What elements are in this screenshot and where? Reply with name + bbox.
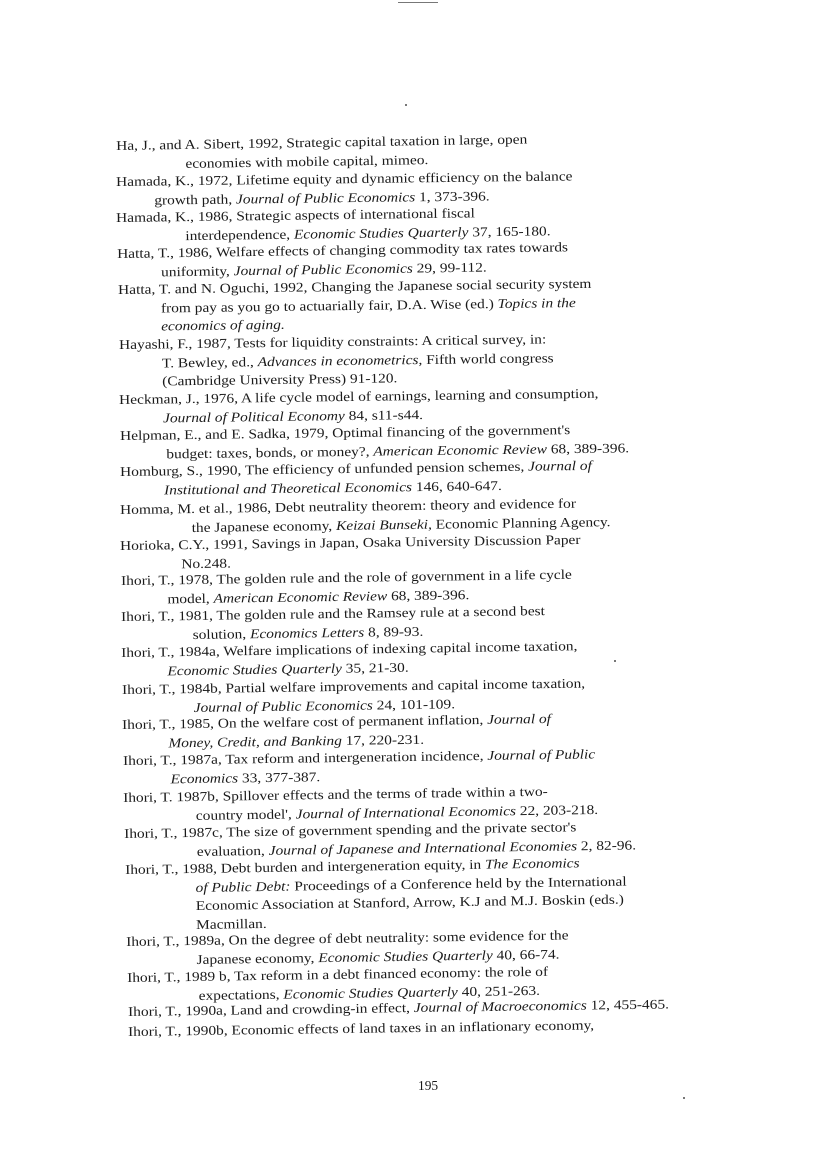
reference-text: 146, 640-647. — [411, 477, 502, 494]
reference-italic-title: Economic Studies Quarterly — [167, 660, 342, 678]
reference-text: 17, 220-231. — [341, 731, 425, 748]
reference-text: Ihori, T., 1987c, The size of government spending and the private sector's — [124, 819, 577, 841]
reference-text: Hamada, K., 1986, Strategic aspects of international fiscal — [116, 205, 475, 225]
reference-italic-title: Keizai Bunseki, — [335, 516, 432, 533]
reference-text: Proceedings of a Conference held by the International — [290, 873, 627, 894]
reference-text: Ihori, T., 1978, The golden rule and the role of government in a life cycle — [121, 566, 572, 588]
reference-text: 29, 99-112. — [412, 259, 487, 276]
reference-text: Hamada, K., 1972, Lifetime equity and dynamic efficiency on the balance — [116, 168, 573, 189]
reference-italic-title: Journal of Public Economics — [235, 188, 416, 207]
reference-text: Hayashi, F., 1987, Tests for liquidity constraints: A critical survey, in: — [119, 331, 547, 352]
scan-mark — [398, 2, 438, 3]
reference-text: growth path, — [154, 191, 237, 208]
reference-text: 12, 455-465. — [586, 996, 670, 1013]
reference-text: 24, 101-109. — [372, 695, 456, 712]
reference-text: Horioka, C.Y., 1991, Savings in Japan, Osaka University Discussion Paper — [120, 531, 581, 553]
reference-text: 8, 89-93. — [364, 623, 424, 640]
reference-entry — [116, 131, 528, 174]
reference-text: the Japanese economy, — [191, 517, 337, 535]
reference-italic-title: Institutional and Theoretical Economics — [163, 478, 413, 497]
reference-italic-title: Journal of Political Economy — [162, 407, 345, 425]
reference-italic-title: Journal of Japanese and International Economies — [268, 837, 578, 858]
reference-italic-title: Journal of International Economics — [295, 802, 517, 821]
reference-text: Ihori, T., 1990a, Land and crowding-in effect, — [128, 1000, 414, 1019]
reference-entry — [118, 275, 592, 337]
reference-text: 68, 389-396. — [546, 439, 630, 456]
reference-text: No.248. — [181, 555, 232, 571]
reference-italic-title: economics of aging. — [161, 316, 285, 334]
reference-text: 37, 165-180. — [468, 222, 551, 239]
reference-text: Hatta, T. and N. Oguchi, 1992, Changing the Japanese social security system — [118, 275, 592, 297]
reference-entry — [119, 330, 554, 391]
reference-text: (Cambridge University Press) 91-120. — [162, 370, 398, 389]
reference-text: budget: taxes, bonds, or money?, — [166, 443, 374, 461]
reference-text: Ihori, T., 1988, Debt burden and intergeneration equity, in — [125, 856, 486, 877]
reference-italic-title: Journal of Public — [487, 746, 596, 763]
reference-italic-title: Journal of — [527, 457, 592, 474]
scan-mark — [683, 1097, 685, 1099]
reference-text: 40, 66-74. — [492, 946, 560, 963]
reference-italic-title: Journal of Macroeconomics — [413, 997, 587, 1016]
page-number: 195 — [418, 1078, 439, 1093]
reference-italic-title: American Economic Review — [213, 587, 388, 606]
reference-text: uniformity, — [160, 262, 234, 279]
reference-text: 84, s11-s44. — [344, 406, 424, 423]
reference-italic-title: Economics — [170, 769, 239, 786]
reference-text: country model', — [195, 805, 296, 823]
reference-italic-title: of Public Debt: — [195, 878, 291, 895]
reference-text: solution, — [192, 625, 251, 642]
reference-italic-title: Economic Studies Quarterly — [318, 947, 493, 965]
reference-text: Homma, M. et al., 1986, Debt neutrality theorem: theory and evidence for — [120, 495, 577, 517]
reference-text: Macmillan. — [195, 915, 267, 932]
reference-text: model, — [167, 590, 214, 606]
reference-text: Heckman, J., 1976, A life cycle model of earnings, learning and consumption, — [119, 385, 599, 407]
reference-text: 40, 251-263. — [457, 982, 541, 999]
reference-text: Ihori, T., 1987a, Tax reform and intergeneration incidence, — [123, 747, 488, 768]
reference-text: Homburg, S., 1990, The efficiency of unfunded pension schemes, — [120, 458, 529, 479]
reference-text: 1, 373-396. — [415, 187, 490, 204]
reference-text: Ihori, T. 1987b, Spillover effects and the terms of trade within a two- — [123, 783, 548, 805]
reference-entry — [125, 854, 627, 935]
reference-text: evaluation, — [196, 842, 269, 859]
reference-text: Ihori, T., 1989 b, Tax reform in a debt financed economy: the role of — [127, 963, 549, 985]
reference-italic-title: Money, Credit, and Banking — [168, 732, 342, 750]
reference-italic-title: Economic Studies Quarterly — [283, 983, 458, 1002]
reference-text: 35, 21-30. — [341, 659, 409, 676]
reference-text: from pay as you go to actuarially fair, D.A. Wise (ed.) — [160, 295, 498, 315]
reference-text: 68, 389-396. — [387, 586, 470, 603]
reference-text: Japanese economy, — [196, 949, 319, 967]
reference-text: 33, 377-387. — [237, 768, 321, 785]
reference-italic-title: The Economics — [484, 855, 580, 872]
scan-mark — [614, 660, 616, 662]
reference-text: 2, 82-96. — [576, 836, 637, 853]
reference-text: interdependence, — [185, 226, 295, 243]
reference-italic-title: Journal of — [487, 711, 551, 727]
reference-text: Fifth world congress — [422, 349, 554, 367]
reference-text: Economic Planning Agency. — [431, 513, 611, 532]
reference-entry — [121, 637, 578, 681]
reference-text: Ihori, T., 1984a, Welfare implications of indexing capital income taxation, — [121, 638, 578, 660]
reference-italic-title: Journal of Public Economics — [193, 697, 373, 715]
reference-entry — [120, 457, 592, 500]
reference-text: economies with mobile capital, mimeo. — [185, 151, 429, 171]
reference-italic-title: Economic Studies Quarterly — [293, 223, 469, 242]
reference-text: Ihori, T., 1981, The golden rule and the Ramsey rule at a second best — [121, 603, 545, 624]
reference-text: Hatta, T., 1986, Welfare effects of changing commodity tax rates towards — [117, 239, 569, 261]
reference-italic-title: American Economic Review — [373, 440, 548, 459]
reference-text: 22, 203-218. — [515, 801, 599, 818]
reference-text: expectations, — [198, 986, 284, 1003]
reference-text: Ihori, T., 1985, On the welfare cost of permanent inflation, — [122, 711, 488, 732]
reference-text: Ha, J., and A. Sibert, 1992, Strategic capital taxation in large, open — [116, 131, 528, 153]
reference-italic-title: Journal of Public Economics — [233, 260, 413, 278]
reference-text: Ihori, T., 1984b, Partial welfare improvements and capital income taxation, — [122, 675, 586, 697]
reference-text: Helpman, E., and E. Sadka, 1979, Optimal financing of the government's — [120, 422, 571, 443]
reference-text: Economic Association at Stanford, Arrow, K.J and M.J. Boskin (eds.) — [195, 891, 624, 913]
reference-italic-title: Topics in the — [497, 294, 576, 311]
reference-text: Ihori, T., 1989a, On the degree of debt neutrality: some evidence for the — [126, 927, 569, 949]
reference-italic-title: Economics Letters — [249, 624, 365, 641]
reference-text: T. Bewley, ed., — [161, 353, 258, 370]
reference-italic-title: Advances in econometrics, — [257, 351, 423, 369]
reference-text: Ihori, T., 1990b, Economic effects of land taxes in an inflationary economy, — [128, 1017, 595, 1039]
scan-mark — [405, 104, 407, 106]
